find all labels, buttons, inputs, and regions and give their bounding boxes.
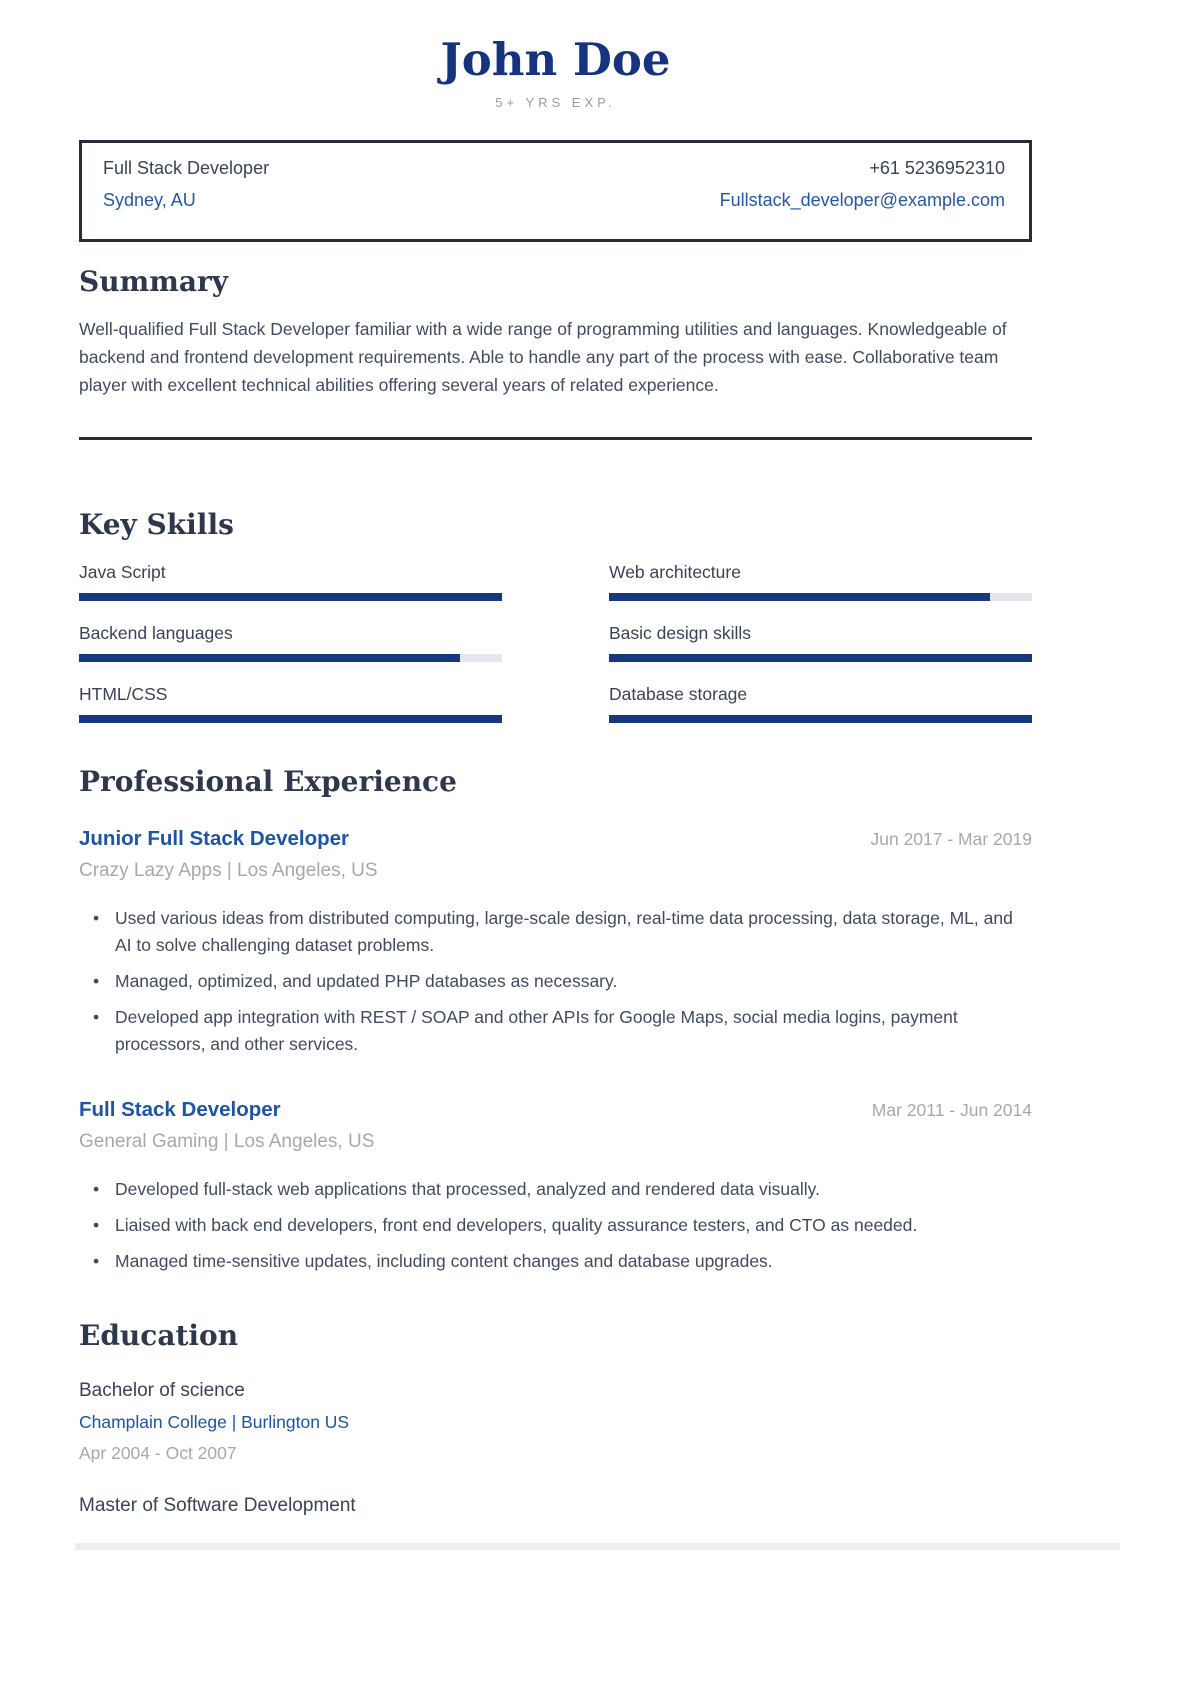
job-bullets <box>79 905 1032 1058</box>
resume-header <box>79 34 1032 110</box>
experience-subtitle: 5+ YRS EXP. <box>495 94 616 110</box>
job-company: General Gaming | Los Angeles, US <box>79 1131 375 1153</box>
job-header <box>79 1098 1032 1122</box>
contact-role: Full Stack Developer <box>103 157 270 178</box>
skill-progress-track <box>79 715 502 723</box>
skill-progress-fill <box>609 593 990 601</box>
education-entry <box>79 1380 1032 1464</box>
contact-location: Sydney, AU <box>103 189 196 210</box>
contact-row-bottom <box>103 190 1005 211</box>
person-name: John Doe <box>440 33 671 86</box>
summary-heading: Summary <box>79 264 228 298</box>
job-company: Crazy Lazy Apps | Los Angeles, US <box>79 860 378 882</box>
skill-progress-fill <box>79 593 502 601</box>
experience-heading: Professional Experience <box>79 765 457 799</box>
skills-heading: Key Skills <box>79 507 234 541</box>
skill-progress-track <box>609 715 1032 723</box>
skill-item <box>609 562 1032 601</box>
contact-box <box>79 140 1032 242</box>
skill-progress-fill <box>79 715 502 723</box>
contact-email: Fullstack_developer@example.com <box>719 189 1005 210</box>
job-bullets <box>79 1176 1032 1275</box>
skill-progress-fill <box>609 654 1032 662</box>
contact-row-top <box>103 158 1005 179</box>
job-dates: Jun 2017 - Mar 2019 <box>870 829 1032 850</box>
skill-item <box>609 684 1032 723</box>
experience-section <box>79 767 1032 1275</box>
job-title: Full Stack Developer <box>79 1098 281 1122</box>
skill-progress-track <box>609 593 1032 601</box>
skills-section <box>79 507 1032 724</box>
job-bullet: • Used various ideas from distributed computing, large-scale design, real-time data processing, data storage, ML, and AI to solve challenging dataset problems. <box>79 905 1032 959</box>
skill-label: Backend languages <box>79 623 233 644</box>
skill-item <box>609 623 1032 662</box>
skill-progress-fill <box>609 715 1032 723</box>
skill-progress-track <box>79 593 502 601</box>
job-bullet: • Managed time-sensitive updates, including content changes and database upgrades. <box>79 1248 1032 1275</box>
contact-phone: +61 5236952310 <box>869 157 1005 178</box>
skill-item <box>79 562 502 601</box>
skills-grid <box>79 562 1032 723</box>
school-name: Champlain College | Burlington US <box>79 1411 350 1432</box>
skill-progress-fill <box>79 654 460 662</box>
skill-progress-track <box>609 654 1032 662</box>
skill-label: Database storage <box>609 684 748 705</box>
skill-item <box>79 684 502 723</box>
summary-section <box>79 264 1032 399</box>
education-list <box>79 1380 1032 1517</box>
education-heading: Education <box>79 1319 239 1353</box>
job-bullet: • Managed, optimized, and updated PHP databases as necessary. <box>79 968 1032 995</box>
degree-name: Master of Software Development <box>79 1494 356 1516</box>
skill-label: Java Script <box>79 562 166 583</box>
degree-name: Bachelor of science <box>79 1379 245 1401</box>
skill-item <box>79 623 502 662</box>
job-bullet: • Liaised with back end developers, front end developers, quality assurance testers, and CTO as needed. <box>79 1212 1032 1239</box>
education-dates: Apr 2004 - Oct 2007 <box>79 1442 237 1463</box>
job-bullet: • Developed full-stack web applications that processed, analyzed and rendered data visually. <box>79 1176 1032 1203</box>
job-entry <box>79 827 1032 1058</box>
job-bullet: • Developed app integration with REST / SOAP and other APIs for Google Maps, social media logins, payment processors, and other services. <box>79 1004 1032 1058</box>
skill-label: Basic design skills <box>609 623 751 644</box>
skill-label: HTML/CSS <box>79 684 168 705</box>
summary-text: Well-qualified Full Stack Developer familiar with a wide range of programming utilities and languages. Knowledgeable of backend and frontend development requirements. Able to handle any part of the process with ease. Collaborative team player with excellent technical abilities offering several years of related experience. <box>79 318 1007 395</box>
section-divider <box>79 437 1032 440</box>
skill-progress-track <box>79 654 502 662</box>
education-entry <box>79 1495 1032 1517</box>
education-section <box>79 1321 1032 1517</box>
skill-label: Web architecture <box>609 562 741 583</box>
job-dates: Mar 2011 - Jun 2014 <box>871 1100 1032 1121</box>
job-header <box>79 827 1032 851</box>
job-entry <box>79 1098 1032 1275</box>
page-bottom-divider <box>75 1543 1120 1550</box>
jobs-list <box>79 827 1032 1275</box>
job-title: Junior Full Stack Developer <box>79 827 349 851</box>
